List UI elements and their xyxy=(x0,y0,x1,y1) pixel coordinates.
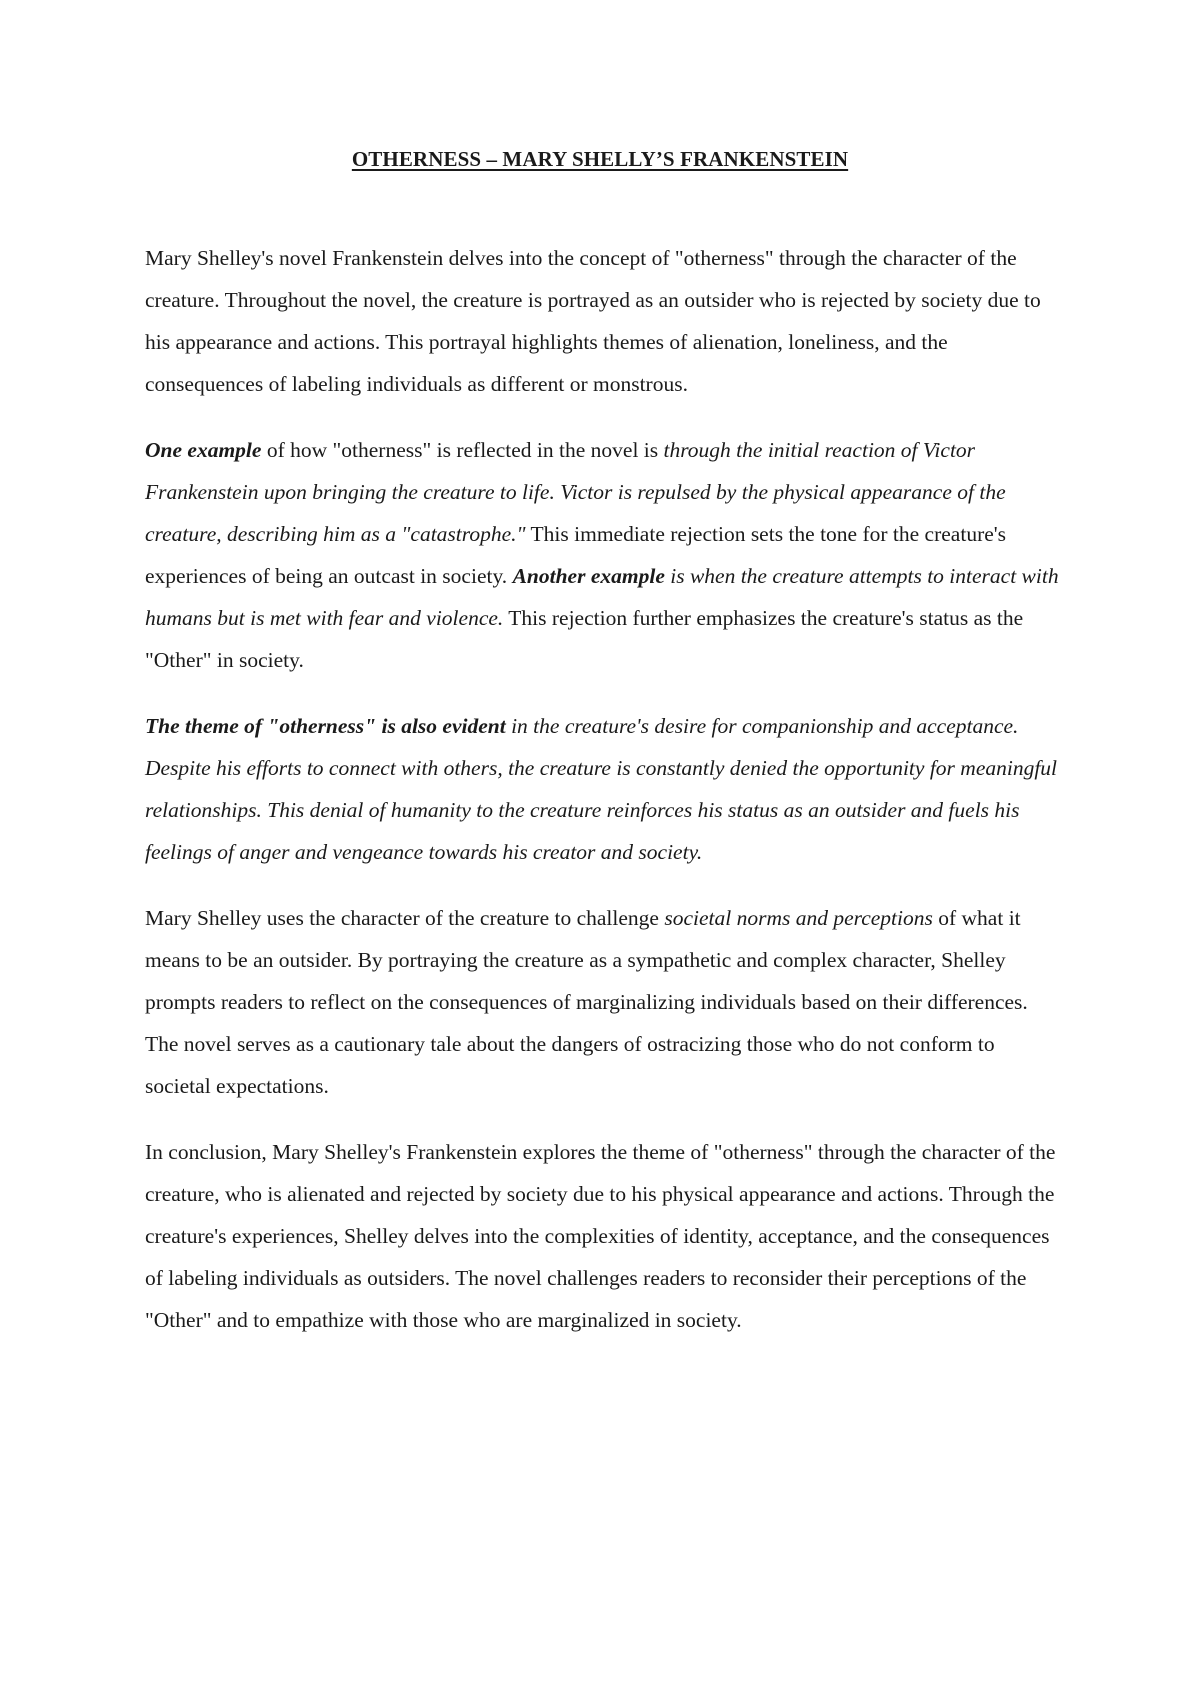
italic-text: through the initial reaction of Victor Frankenstein upon bringing the creature to life. Victor is repulsed by the physical appearance of the creature, describing him as a "catastrophe." xyxy=(145,438,1006,546)
emphasis-text: Another example xyxy=(512,564,665,588)
paragraph-text: of how "otherness" is reflected in the novel is xyxy=(261,438,664,462)
paragraph-text: This rejection further emphasizes the creature's status as the "Other" in society. xyxy=(145,606,1024,672)
emphasis-text: One example xyxy=(145,438,262,462)
paragraph-4 xyxy=(145,897,1065,1107)
italic-text: in the creature's desire for companionship and acceptance. Despite his efforts to connect with others, the creature is constantly denied the opportunity for meaningful relationships. This denial of humanity to the creature reinforces his status as an outsider and fuels his feelings of anger and vengeance towards his creator and society. xyxy=(145,714,1058,864)
paragraph-2 xyxy=(145,429,1065,681)
paragraph-1 xyxy=(145,237,1065,405)
paragraph-text: Mary Shelley's novel Frankenstein delves into the concept of "otherness" through the character of the creature. Throughout the novel, the creature is portrayed as an outsider who is rejected by society due to his appearance and actions. This portrayal highlights themes of alienation, loneliness, and the consequences of labeling individuals as different or monstrous. xyxy=(145,246,1041,396)
document-title: OTHERNESS – MARY SHELLY’S FRANKENSTEIN xyxy=(351,147,849,171)
italic-text: is when the creature attempts to interact with humans but is met with fear and violence. xyxy=(145,564,1059,630)
emphasis-text: The theme of "otherness" is also evident xyxy=(145,714,506,738)
italic-text: societal norms and perceptions xyxy=(664,906,933,930)
paragraph-text: In conclusion, Mary Shelley's Frankenstein explores the theme of "otherness" through the character of the creature, who is alienated and rejected by society due to his physical appearance and actions. Through the creature's experiences, Shelley delves into the complexities of identity, acceptance, and the consequences of labeling individuals as outsiders. The novel challenges readers to reconsider their perceptions of the "Other" and to empathize with those who are marginalized in society. xyxy=(145,1140,1056,1332)
paragraph-text: This immediate rejection sets the tone for the creature's experiences of being an outcast in society. xyxy=(145,522,1007,588)
paragraph-5 xyxy=(145,1131,1065,1341)
paragraph-3 xyxy=(145,705,1065,873)
document-body xyxy=(145,237,1065,1365)
paragraph-text: of what it means to be an outsider. By portraying the creature as a sympathetic and complex character, Shelley prompts readers to reflect on the consequences of marginalizing individuals based on their differences. The novel serves as a cautionary tale about the dangers of ostracizing those who do not conform to societal expectations. xyxy=(145,906,1028,1098)
paragraph-text: Mary Shelley uses the character of the creature to challenge xyxy=(145,906,665,930)
